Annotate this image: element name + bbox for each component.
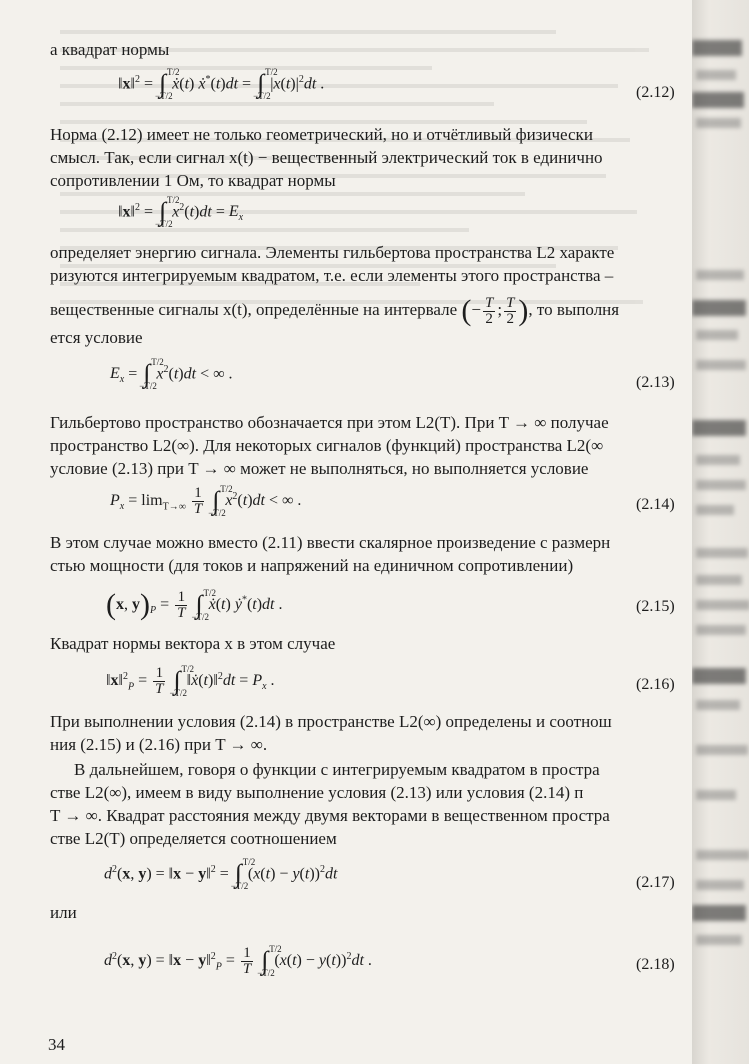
text-line: ния (2.15) и (2.16) при T → ∞. — [50, 735, 268, 754]
text-line: а квадрат нормы — [50, 40, 170, 59]
equation-number: (2.12) — [636, 84, 675, 101]
text-line: ризуются интегрируемым квадратом, т.е. если элементы этого пространства – — [50, 266, 614, 285]
page-number: 34 — [48, 1035, 65, 1054]
text-line: условие (2.13) при T → ∞ может не выполняться, но выполняется условие — [50, 459, 589, 478]
equation-number: (2.15) — [636, 598, 675, 615]
text-line-with-interval: вещественные сигналы x(t), определённые на интервале (− $\frac{T}{2}$ ; $\frac{T}{2}$ ), то выполня — [50, 294, 620, 327]
adjacent-page-blurred — [692, 0, 749, 1064]
text-line: Квадрат нормы вектора x в этом случае — [50, 634, 336, 653]
equation-2-13: $E_x$ = ∫ T/2 −T/2 $x^2(t)dt$ < ∞ . — [110, 357, 233, 392]
equation-2-17: $d^2(x$, y) = ‖x − y‖$^2$ = ∫ T/2 −T/2 $(x(t) - y(t))^2dt$ — [104, 857, 338, 892]
equation-2-14: $P_x = \lim_{T\to\infty}$ $\frac{1}{T}$ ∫ T/2 −T/2 $x^2(t)dt$ < ∞ . — [110, 484, 302, 519]
equation-energy: ‖x‖$^2$ = ∫ T/2 −T/2 $x^2(t)dt = E_x$ — [118, 195, 244, 230]
text-line: или — [50, 903, 77, 922]
text-line: сопротивлении 1 Ом, то квадрат нормы — [50, 171, 336, 190]
text-line: пространство L2(∞). Для некоторых сигналов (функций) пространства L2(∞ — [50, 436, 604, 455]
text-line-indented: В дальнейшем, говоря о функции с интегрируемым квадратом в простра — [74, 760, 600, 779]
text-line: T → ∞. Квадрат расстояния между двумя векторами в вещественном простра — [50, 806, 610, 825]
text-fragment: , то выполня — [528, 300, 620, 319]
equation-number: (2.14) — [636, 496, 675, 513]
text-fragment: вещественные сигналы x(t), определённые на интервале — [50, 300, 458, 319]
equation-2-12: ‖x‖$^2$ = ∫ T/2 −T/2 ẋ(t) ẋ*(t)dt = ∫ T/2 −T/2 $|x(t)|^2dt$ . — [118, 67, 325, 102]
equation-2-18: $d^2(x$, y) = ‖x − y‖$^2_P$ = $\frac{1}{T}$ ∫ T/2 −T/2 $(x(t) - y(t))^2dt$ . — [104, 944, 372, 979]
text-line: смысл. Так, если сигнал x(t) − вещественный электрический ток в единично — [50, 148, 603, 167]
equation-number: (2.17) — [636, 874, 675, 891]
text-line: Гильбертово пространство обозначается при этом L2(T). При T → ∞ получае — [50, 413, 609, 432]
text-line: Норма (2.12) имеет не только геометрический, но и отчётливый физически — [50, 125, 593, 144]
text-line: стве L2(T) определяется соотношением — [50, 829, 337, 848]
text-line: стью мощности (для токов и напряжений на единичном сопротивлении) — [50, 556, 574, 575]
text-line: В этом случае можно вместо (2.11) ввести скалярное произведение с размерн — [50, 533, 611, 552]
text-line: определяет энергию сигнала. Элементы гильбертова пространства L2 характе — [50, 243, 615, 262]
equation-number: (2.13) — [636, 374, 675, 391]
text-line: ется условие — [50, 328, 143, 347]
text-line: стве L2(∞), имеем в виду выполнение условия (2.13) или условия (2.14) п — [50, 783, 584, 802]
equation-2-16: ‖x‖$^2_P$ = $\frac{1}{T}$ ∫ T/2 −T/2 ‖ẋ(t)‖$^2$dt = $P_x$ . — [106, 664, 275, 699]
equation-2-15: (x, $y)_P$ = $\frac{1}{T}$ ∫ T/2 −T/2 ẋ(t) ẏ*(t)dt . — [106, 588, 283, 622]
equation-number: (2.16) — [636, 676, 675, 693]
text-line: При выполнении условия (2.14) в пространстве L2(∞) определены и соотнош — [50, 712, 612, 731]
equation-number: (2.18) — [636, 956, 675, 973]
